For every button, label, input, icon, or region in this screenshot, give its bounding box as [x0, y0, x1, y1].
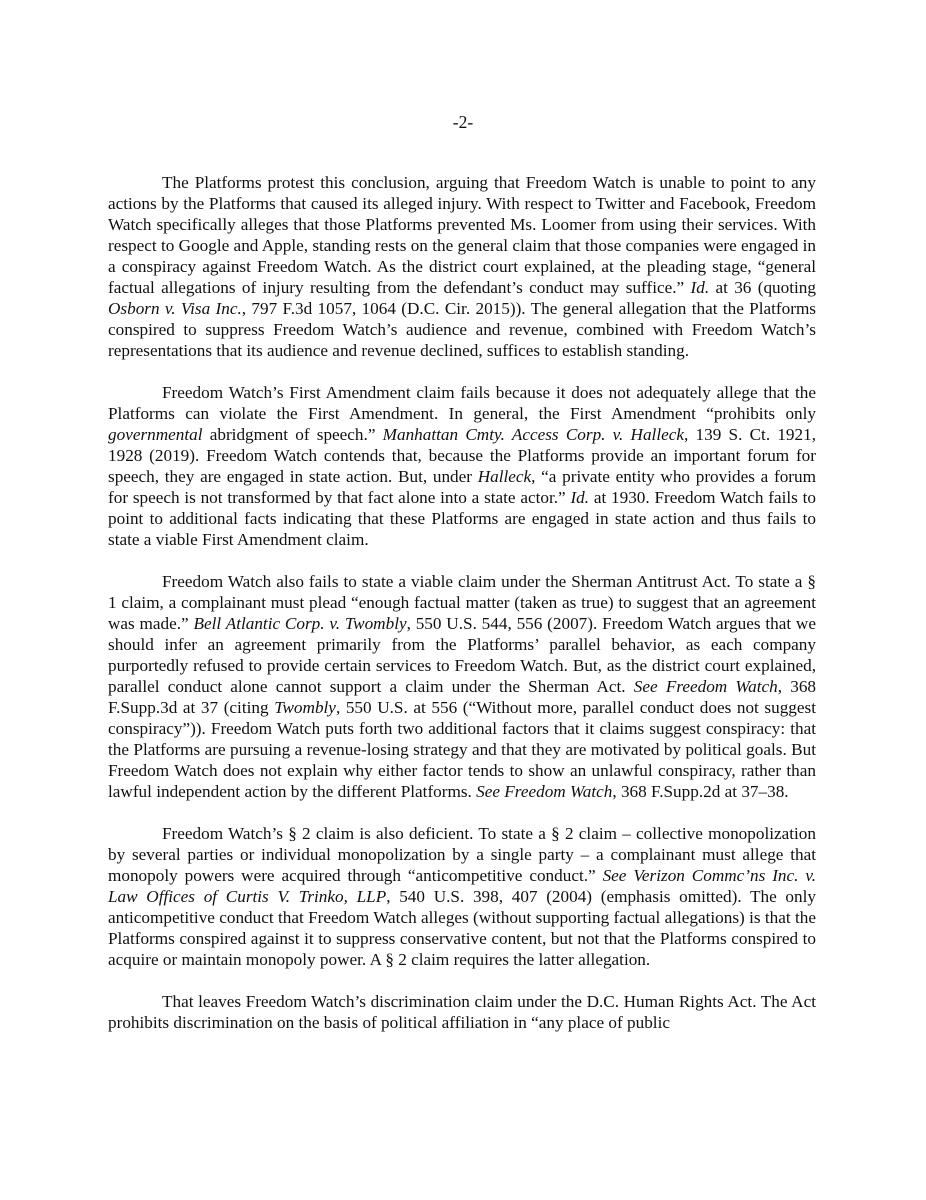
paragraph-5 [108, 991, 816, 1033]
italic-citation: governmental [108, 425, 203, 444]
paragraph-1 [108, 172, 816, 361]
paragraph-text: Freedom Watch’s § 2 claim is also deficient. To state a § 2 claim – collective monopolization by several parties or individual monopolization by a single party – a complainant must allege that monopoly powers were acquired through “anticompetitive conduct.” [108, 824, 816, 885]
paragraph-text: abridgment of speech.” [202, 425, 383, 444]
italic-citation: Osborn v. Visa Inc. [108, 299, 242, 318]
paragraph-text: at 36 (quoting [709, 278, 816, 297]
paragraph-text: , “a private entity who provides a forum for speech is not transformed by that fact alone into a state actor.” [108, 467, 816, 507]
italic-citation: Id. [570, 488, 590, 507]
paragraph-text: , 368 F.Supp.3d at 37 (citing [108, 677, 817, 717]
paragraph-text: , 550 U.S. 544, 556 (2007). Freedom Watch argues that we should infer an agreement primarily from the Platforms’ parallel behavior, as each company purportedly refused to provide certain services to Freedom Watch. But, as the district court explained, parallel conduct alone cannot support a claim under the Sherman Act. [108, 614, 816, 696]
paragraph-text: That leaves Freedom Watch’s discrimination claim under the D.C. Human Rights Act. The Act prohibits discrimination on the basis of political affiliation in “any place of public [108, 992, 816, 1032]
paragraph-text: The Platforms protest this conclusion, arguing that Freedom Watch is unable to point to any actions by the Platforms that caused its alleged injury. With respect to Twitter and Facebook, Freedom Watch specifically alleges that those Platforms prevented Ms. Loomer from using their services. With respect to Google and Apple, standing rests on the general claim that those companies were engaged in a conspiracy against Freedom Watch. As the district court explained, at the pleading stage, “general factual allegations of injury resulting from the defendant’s conduct may suffice.” [108, 173, 816, 297]
italic-citation: Bell Atlantic Corp. v. Twombly [193, 614, 407, 633]
italic-citation: Twombly [274, 698, 336, 717]
paragraph-text: , 368 F.Supp.2d at 37–38. [612, 782, 789, 801]
paragraph-text: , 550 U.S. at 556 (“Without more, parallel conduct does not suggest conspiracy”)). Freedom Watch puts forth two additional factors that it claims suggest conspiracy: that the Platforms are pursuing a revenue-losing strategy and that they are motivated by political goals. But Freedom Watch does not explain why either factor tends to show an unlawful conspiracy, rather than lawful independent action by the different Platforms. [108, 698, 816, 801]
italic-citation: See Verizon Commc’ns Inc. v. Law Offices of Curtis V. Trinko, LLP [108, 866, 816, 906]
paragraph-4 [108, 823, 816, 970]
italic-citation: See Freedom Watch [633, 677, 778, 696]
paragraph-text: Freedom Watch’s First Amendment claim fails because it does not adequately allege that the Platforms can violate the First Amendment. In general, the First Amendment “prohibits only [108, 383, 816, 423]
italic-citation: See Freedom Watch [476, 782, 613, 801]
page-number: -2- [452, 112, 474, 132]
paragraph-text: , 540 U.S. 398, 407 (2004) (emphasis omitted). The only anticompetitive conduct that Freedom Watch alleges (without supporting factual allegations) is that the Platforms conspired against it to suppress conservative content, but not that the Platforms conspired to acquire or maintain monopoly power. A § 2 claim requires the latter allegation. [108, 887, 816, 969]
italic-citation: Manhattan Cmty. Access Corp. v. Halleck [382, 425, 684, 444]
paragraph-text: , 139 S. Ct. 1921, 1928 (2019). Freedom Watch contends that, because the Platforms provide an important forum for speech, they are engaged in state action. But, under [108, 425, 817, 486]
paragraph-3 [108, 571, 816, 802]
paragraph-2 [108, 382, 816, 550]
italic-citation: Id. [690, 278, 710, 297]
paragraph-text: Freedom Watch also fails to state a viable claim under the Sherman Antitrust Act. To state a § 1 claim, a complainant must plead “enough factual matter (taken as true) to suggest that an agreement was made.” [108, 572, 816, 633]
paragraph-text: , 797 F.3d 1057, 1064 (D.C. Cir. 2015)). The general allegation that the Platforms conspired to suppress Freedom Watch’s audience and revenue, combined with Freedom Watch’s representations that its audience and revenue declined, suffices to establish standing. [108, 299, 816, 360]
paragraph-text: at 1930. Freedom Watch fails to point to additional facts indicating that these Platforms are engaged in state action and thus fails to state a viable First Amendment claim. [108, 488, 816, 549]
body-text [108, 172, 816, 1054]
italic-citation: Halleck [477, 467, 532, 486]
